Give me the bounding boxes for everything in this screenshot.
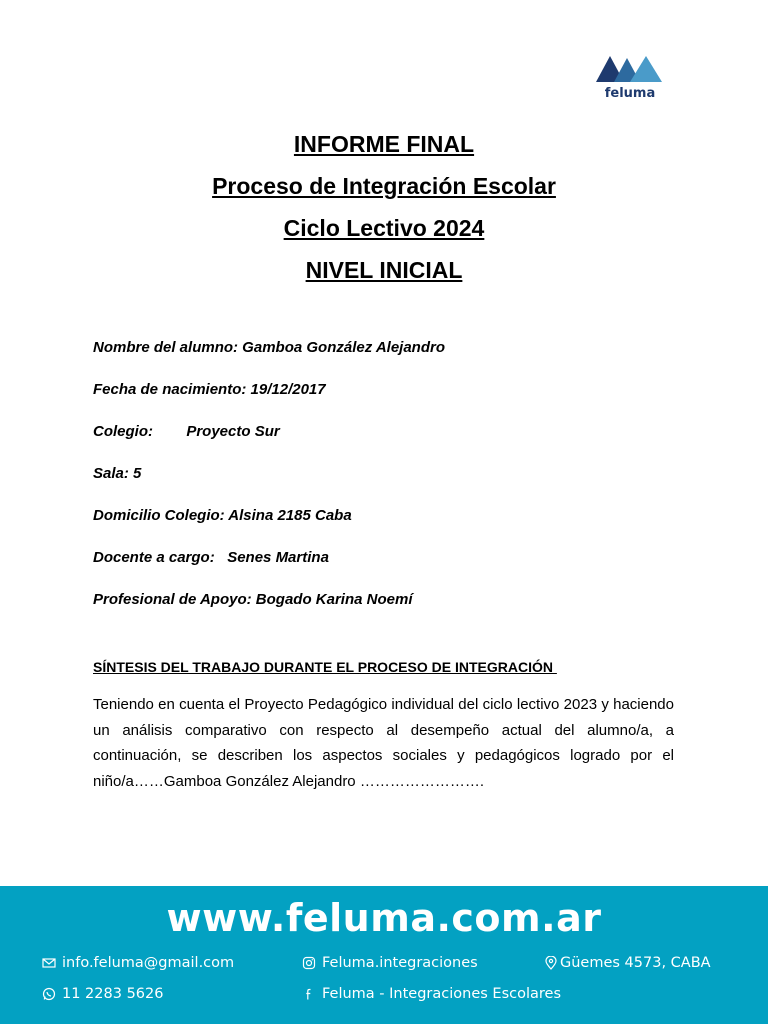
field-sala: Sala: 5 [93,465,142,482]
facebook-text: Feluma - Integraciones Escolares [322,986,562,1002]
address-contact[interactable] [544,955,711,971]
logo-text: feluma [604,86,656,101]
student-info [93,338,693,632]
title-nivel: NIVEL INICIAL [305,257,463,283]
phone-text: 11 2283 5626 [62,986,164,1002]
field-fecha-nacimiento: Fecha de nacimiento: 19/12/2017 [93,381,326,398]
email-text: info.feluma@gmail.com [62,955,235,971]
document-title-block [0,128,768,296]
location-pin-icon [544,956,558,970]
website-link[interactable]: www.feluma.com.ar [166,896,602,940]
field-colegio: Colegio: Proyecto Sur [93,423,280,440]
title-informe-final: INFORME FINAL [293,131,475,157]
section-paragraph: Teniendo en cuenta el Proyecto Pedagógico individual del ciclo lectivo 2023 y haciendo un análisis comparativo con respecto al desempeño actual del alumno/a, a continuación, se describen los aspectos sociales y pedagógicos logrado por el niño/a……Gamboa González Alejandro ……………………. [93,696,674,790]
email-contact[interactable] [42,955,234,971]
title-ciclo-lectivo: Ciclo Lectivo 2024 [283,215,485,241]
feluma-logo [590,48,676,108]
footer-banner [0,886,768,1024]
field-domicilio-colegio: Domicilio Colegio: Alsina 2185 Caba [93,507,352,524]
instagram-text: Feluma.integraciones [322,955,478,971]
field-nombre-alumno: Nombre del alumno: Gamboa González Alejandro [93,339,445,356]
title-proceso: Proceso de Integración Escolar [212,173,556,199]
whatsapp-icon [42,987,56,1001]
mail-icon [42,956,56,970]
field-profesional-apoyo: Profesional de Apoyo: Bogado Karina Noemí [93,591,413,608]
facebook-contact[interactable] [302,986,561,1002]
facebook-icon [302,987,316,1001]
mountains-logo-icon [590,48,670,88]
section-heading: SÍNTESIS DEL TRABAJO DURANTE EL PROCESO DE INTEGRACIÓN [93,659,557,675]
phone-contact[interactable] [42,986,163,1002]
instagram-icon [302,956,316,970]
field-docente: Docente a cargo: Senes Martina [93,549,329,566]
instagram-contact[interactable] [302,955,478,971]
address-text: Güemes 4573, CABA [560,955,711,971]
